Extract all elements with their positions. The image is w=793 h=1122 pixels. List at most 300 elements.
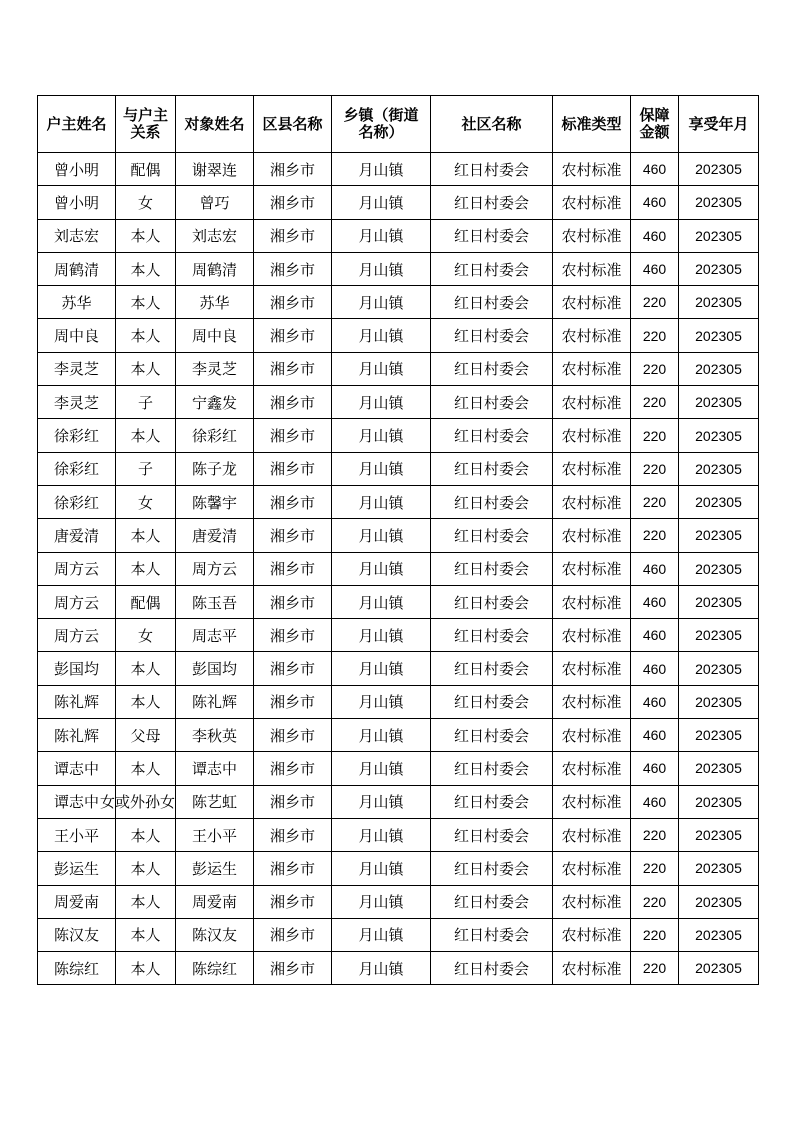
cell-text: 女	[137, 626, 153, 645]
cell-text: 220	[642, 926, 667, 943]
cell-text: 本人	[130, 759, 161, 778]
cell-text: 农村标准	[561, 260, 622, 279]
cell-text: 202305	[695, 660, 742, 677]
cell-recipient-name	[176, 519, 254, 552]
cell-text: 红日村委会	[453, 660, 529, 679]
cell-text: 陈子龙	[191, 460, 237, 479]
cell-amount	[631, 918, 679, 951]
cell-text: 月山镇	[358, 693, 404, 712]
cell-text: 202305	[695, 926, 742, 943]
cell-text: 红日村委会	[453, 726, 529, 745]
table-row	[38, 319, 759, 352]
cell-head-name	[38, 818, 116, 851]
cell-text: 湘乡市	[269, 759, 315, 778]
cell-head-name	[38, 452, 116, 485]
cell-text: 红日村委会	[453, 393, 529, 412]
cell-relation	[116, 186, 176, 219]
cell-relation	[116, 419, 176, 452]
cell-relation	[116, 852, 176, 885]
cell-town	[332, 818, 431, 851]
cell-text: 月山镇	[358, 427, 404, 446]
cell-text: 月山镇	[358, 260, 404, 279]
cell-head-name	[38, 885, 116, 918]
cell-county	[254, 252, 332, 285]
cell-county	[254, 785, 332, 818]
cell-text: 月山镇	[358, 859, 404, 878]
cell-text: 配偶	[130, 160, 161, 179]
cell-text: 周中良	[191, 327, 237, 346]
cell-text: 湘乡市	[269, 293, 315, 312]
cell-amount	[631, 186, 679, 219]
cell-relation	[116, 286, 176, 319]
cell-text: 460	[642, 627, 667, 644]
cell-amount	[631, 952, 679, 985]
cell-head-name	[38, 219, 116, 252]
cell-amount	[631, 852, 679, 885]
cell-amount	[631, 585, 679, 618]
cell-month	[679, 386, 759, 419]
cell-month	[679, 818, 759, 851]
cell-recipient-name	[176, 552, 254, 585]
cell-text: 本人	[130, 926, 161, 945]
cell-recipient-name	[176, 452, 254, 485]
cell-text: 湘乡市	[269, 427, 315, 446]
cell-amount	[631, 752, 679, 785]
cell-community	[431, 319, 553, 352]
table-row	[38, 219, 759, 252]
cell-text: 460	[642, 227, 667, 244]
cell-text: 红日村委会	[453, 526, 529, 545]
cell-amount	[631, 652, 679, 685]
cell-text: 农村标准	[561, 227, 622, 246]
cell-text: 月山镇	[358, 227, 404, 246]
cell-month	[679, 519, 759, 552]
cell-text: 周方云	[53, 560, 99, 579]
cell-text: 本人	[130, 959, 161, 978]
cell-text: 农村标准	[561, 493, 622, 512]
cell-text: 红日村委会	[453, 759, 529, 778]
cell-text: 湘乡市	[269, 560, 315, 579]
cell-relation	[116, 452, 176, 485]
cell-text: 谭志中	[53, 793, 99, 812]
cell-text: 202305	[695, 460, 742, 477]
cell-text: 月山镇	[358, 193, 404, 212]
cell-standard-type	[553, 619, 631, 652]
cell-head-name	[38, 352, 116, 385]
cell-text: 460	[642, 793, 667, 810]
cell-standard-type	[553, 319, 631, 352]
cell-text: 月山镇	[358, 893, 404, 912]
cell-county	[254, 452, 332, 485]
cell-town	[332, 519, 431, 552]
column-header-line: 对象姓名	[184, 114, 245, 133]
cell-text: 220	[642, 427, 667, 444]
column-header-amount	[631, 96, 679, 153]
cell-town	[332, 752, 431, 785]
cell-text: 220	[642, 827, 667, 844]
cell-town	[332, 452, 431, 485]
cell-relation	[116, 752, 176, 785]
cell-text: 220	[642, 394, 667, 411]
cell-text: 苏华	[199, 293, 230, 312]
cell-text: 谭志中	[53, 759, 99, 778]
cell-text: 农村标准	[561, 160, 622, 179]
table-row	[38, 519, 759, 552]
cell-recipient-name	[176, 685, 254, 718]
cell-text: 湘乡市	[269, 660, 315, 679]
cell-head-name	[38, 485, 116, 518]
cell-text: 陈汉友	[191, 926, 237, 945]
cell-town	[332, 186, 431, 219]
cell-text: 202305	[695, 560, 742, 577]
cell-amount	[631, 719, 679, 752]
cell-town	[332, 419, 431, 452]
cell-head-name	[38, 319, 116, 352]
cell-text: 农村标准	[561, 759, 622, 778]
cell-text: 202305	[695, 261, 742, 278]
cell-town	[332, 386, 431, 419]
cell-relation	[116, 885, 176, 918]
cell-recipient-name	[176, 352, 254, 385]
cell-standard-type	[553, 918, 631, 951]
cell-text: 陈综红	[191, 959, 237, 978]
cell-community	[431, 752, 553, 785]
table-row	[38, 885, 759, 918]
cell-relation	[116, 153, 176, 186]
cell-head-name	[38, 552, 116, 585]
cell-text: 月山镇	[358, 360, 404, 379]
cell-county	[254, 319, 332, 352]
cell-head-name	[38, 752, 116, 785]
cell-text: 农村标准	[561, 360, 622, 379]
cell-text: 460	[642, 560, 667, 577]
cell-county	[254, 752, 332, 785]
cell-text: 本人	[130, 293, 161, 312]
cell-amount	[631, 252, 679, 285]
cell-text: 220	[642, 860, 667, 877]
cell-text: 红日村委会	[453, 693, 529, 712]
table-row	[38, 952, 759, 985]
cell-community	[431, 419, 553, 452]
cell-recipient-name	[176, 286, 254, 319]
cell-recipient-name	[176, 752, 254, 785]
cell-town	[332, 685, 431, 718]
cell-head-name	[38, 186, 116, 219]
cell-standard-type	[553, 252, 631, 285]
cell-county	[254, 552, 332, 585]
cell-text: 李灵芝	[53, 393, 99, 412]
cell-text: 湘乡市	[269, 493, 315, 512]
cell-text: 本人	[130, 227, 161, 246]
cell-recipient-name	[176, 219, 254, 252]
cell-text: 月山镇	[358, 327, 404, 346]
cell-county	[254, 952, 332, 985]
cell-standard-type	[553, 485, 631, 518]
cell-text: 刘志宏	[191, 227, 237, 246]
cell-text: 月山镇	[358, 660, 404, 679]
cell-relation	[116, 319, 176, 352]
cell-recipient-name	[176, 485, 254, 518]
cell-standard-type	[553, 685, 631, 718]
cell-head-name	[38, 252, 116, 285]
cell-community	[431, 153, 553, 186]
cell-text: 460	[642, 727, 667, 744]
table-row	[38, 752, 759, 785]
cell-text: 湘乡市	[269, 593, 315, 612]
cell-standard-type	[553, 585, 631, 618]
cell-text: 陈礼辉	[191, 693, 237, 712]
cell-text: 唐爱清	[53, 526, 99, 545]
cell-town	[332, 852, 431, 885]
cell-text: 本人	[130, 560, 161, 579]
cell-community	[431, 485, 553, 518]
cell-text: 202305	[695, 427, 742, 444]
cell-text: 宁鑫发	[191, 393, 237, 412]
table-row	[38, 685, 759, 718]
cell-text: 农村标准	[561, 793, 622, 812]
cell-community	[431, 918, 553, 951]
cell-text: 农村标准	[561, 626, 622, 645]
cell-month	[679, 685, 759, 718]
cell-text: 湘乡市	[269, 793, 315, 812]
cell-text: 460	[642, 693, 667, 710]
cell-text: 本人	[130, 327, 161, 346]
cell-text: 农村标准	[561, 427, 622, 446]
cell-text: 农村标准	[561, 560, 622, 579]
cell-recipient-name	[176, 785, 254, 818]
column-header-line: 乡镇（街道	[343, 106, 419, 124]
cell-recipient-name	[176, 818, 254, 851]
cell-text: 月山镇	[358, 759, 404, 778]
cell-text: 陈馨宇	[191, 493, 237, 512]
cell-text: 红日村委会	[453, 593, 529, 612]
cell-text: 202305	[695, 960, 742, 977]
column-header-line: 名称）	[358, 123, 404, 141]
cell-text: 女或外孙女	[99, 793, 175, 812]
cell-amount	[631, 685, 679, 718]
table-row	[38, 652, 759, 685]
cell-text: 本人	[130, 826, 161, 845]
column-header-line: 标准类型	[561, 114, 622, 133]
cell-text: 湘乡市	[269, 893, 315, 912]
table-row	[38, 585, 759, 618]
cell-recipient-name	[176, 652, 254, 685]
cell-text: 460	[642, 594, 667, 610]
column-header-town	[332, 96, 431, 153]
cell-text: 220	[642, 360, 667, 377]
cell-relation	[116, 552, 176, 585]
cell-county	[254, 352, 332, 385]
cell-town	[332, 352, 431, 385]
cell-standard-type	[553, 852, 631, 885]
cell-town	[332, 286, 431, 319]
cell-text: 红日村委会	[453, 859, 529, 878]
cell-text: 220	[642, 294, 667, 311]
cell-text: 曾小明	[53, 193, 99, 212]
cell-head-name	[38, 619, 116, 652]
cell-community	[431, 519, 553, 552]
cell-town	[332, 219, 431, 252]
cell-community	[431, 386, 553, 419]
column-header-line: 户主姓名	[46, 114, 107, 133]
cell-text: 湘乡市	[269, 160, 315, 179]
cell-text: 湘乡市	[269, 227, 315, 246]
cell-standard-type	[553, 552, 631, 585]
cell-amount	[631, 552, 679, 585]
column-header-line: 保障	[639, 106, 670, 124]
cell-relation	[116, 519, 176, 552]
cell-recipient-name	[176, 619, 254, 652]
cell-text: 202305	[695, 527, 742, 544]
cell-community	[431, 552, 553, 585]
cell-standard-type	[553, 452, 631, 485]
column-header-head-name	[38, 96, 116, 153]
cell-text: 湘乡市	[269, 859, 315, 878]
cell-text: 220	[642, 327, 667, 344]
cell-recipient-name	[176, 252, 254, 285]
cell-month	[679, 452, 759, 485]
cell-recipient-name	[176, 419, 254, 452]
cell-month	[679, 952, 759, 985]
column-header-standard-type	[553, 96, 631, 153]
column-header-community	[431, 96, 553, 153]
cell-text: 月山镇	[358, 726, 404, 745]
cell-standard-type	[553, 419, 631, 452]
cell-text: 周鹤清	[191, 260, 237, 279]
column-header-line: 区县名称	[262, 114, 323, 133]
cell-text: 红日村委会	[453, 293, 529, 312]
cell-relation	[116, 352, 176, 385]
cell-text: 农村标准	[561, 526, 622, 545]
cell-month	[679, 485, 759, 518]
cell-town	[332, 952, 431, 985]
cell-text: 月山镇	[358, 593, 404, 612]
cell-head-name	[38, 286, 116, 319]
cell-text: 苏华	[61, 293, 92, 312]
cell-standard-type	[553, 352, 631, 385]
cell-month	[679, 752, 759, 785]
cell-text: 陈艺虹	[191, 793, 237, 812]
cell-amount	[631, 785, 679, 818]
cell-text: 湘乡市	[269, 460, 315, 479]
cell-relation	[116, 918, 176, 951]
cell-text: 220	[642, 527, 667, 544]
cell-text: 月山镇	[358, 460, 404, 479]
cell-text: 湘乡市	[269, 193, 315, 212]
cell-text: 460	[642, 760, 667, 777]
cell-text: 农村标准	[561, 826, 622, 845]
cell-text: 周爱南	[53, 893, 99, 912]
cell-recipient-name	[176, 952, 254, 985]
cell-text: 湘乡市	[269, 526, 315, 545]
cell-relation	[116, 818, 176, 851]
cell-community	[431, 252, 553, 285]
cell-text: 红日村委会	[453, 193, 529, 212]
cell-text: 月山镇	[358, 959, 404, 978]
cell-text: 湘乡市	[269, 626, 315, 645]
cell-text: 202305	[695, 360, 742, 377]
cell-text: 陈礼辉	[53, 726, 99, 745]
cell-text: 202305	[695, 893, 742, 910]
cell-text: 周方云	[53, 593, 99, 612]
table-row	[38, 286, 759, 319]
cell-community	[431, 852, 553, 885]
table-row	[38, 619, 759, 652]
cell-relation	[116, 952, 176, 985]
cell-community	[431, 818, 553, 851]
cell-text: 配偶	[130, 593, 161, 612]
cell-text: 子	[137, 460, 153, 479]
column-header-line: 与户主	[122, 106, 168, 124]
cell-text: 红日村委会	[453, 260, 529, 279]
cell-text: 本人	[130, 260, 161, 279]
cell-text: 唐爱清	[191, 526, 237, 545]
cell-community	[431, 719, 553, 752]
cell-text: 红日村委会	[453, 893, 529, 912]
cell-text: 460	[642, 261, 667, 278]
cell-text: 202305	[695, 727, 742, 744]
table-header	[38, 96, 759, 153]
cell-standard-type	[553, 785, 631, 818]
column-header-relation	[116, 96, 176, 153]
cell-text: 彭运生	[53, 859, 99, 878]
cell-standard-type	[553, 186, 631, 219]
cell-county	[254, 386, 332, 419]
cell-text: 农村标准	[561, 859, 622, 878]
cell-text: 周方云	[191, 560, 237, 579]
cell-county	[254, 652, 332, 685]
cell-text: 农村标准	[561, 593, 622, 612]
cell-county	[254, 719, 332, 752]
cell-text: 202305	[695, 693, 742, 710]
cell-text: 460	[642, 161, 667, 178]
cell-text: 农村标准	[561, 726, 622, 745]
cell-community	[431, 785, 553, 818]
cell-month	[679, 419, 759, 452]
cell-community	[431, 452, 553, 485]
cell-text: 李灵芝	[191, 360, 237, 379]
cell-amount	[631, 386, 679, 419]
cell-text: 202305	[695, 327, 742, 344]
cell-text: 红日村委会	[453, 959, 529, 978]
cell-text: 220	[642, 960, 667, 977]
cell-text: 红日村委会	[453, 360, 529, 379]
cell-recipient-name	[176, 918, 254, 951]
cell-relation	[116, 619, 176, 652]
cell-text: 农村标准	[561, 393, 622, 412]
cell-community	[431, 952, 553, 985]
cell-text: 460	[642, 194, 667, 211]
table-row	[38, 452, 759, 485]
cell-town	[332, 652, 431, 685]
cell-month	[679, 652, 759, 685]
cell-text: 陈综红	[53, 959, 99, 978]
cell-text: 湘乡市	[269, 726, 315, 745]
cell-text: 红日村委会	[453, 826, 529, 845]
table-row	[38, 785, 759, 818]
cell-recipient-name	[176, 386, 254, 419]
table-row	[38, 352, 759, 385]
cell-text: 红日村委会	[453, 560, 529, 579]
cell-recipient-name	[176, 719, 254, 752]
cell-text: 农村标准	[561, 959, 622, 978]
cell-text: 202305	[695, 294, 742, 311]
cell-text: 湘乡市	[269, 393, 315, 412]
cell-town	[332, 918, 431, 951]
cell-county	[254, 852, 332, 885]
cell-text: 月山镇	[358, 626, 404, 645]
cell-text: 女	[137, 193, 153, 212]
